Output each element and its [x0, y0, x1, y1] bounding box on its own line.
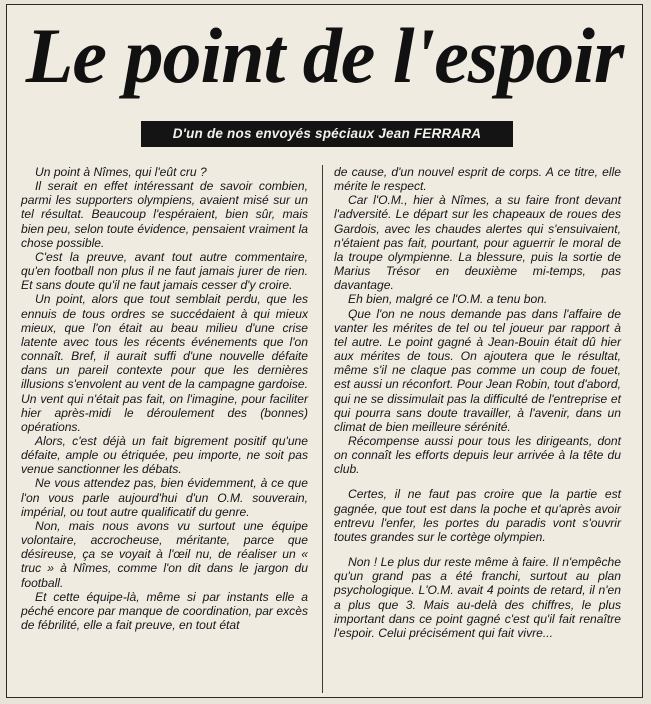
paragraph: Car l'O.M., hier à Nîmes, a su faire front devant l'adversité. Le départ sur les chapeaux de roues des Gardois, avec les chaudes alertes qui s'ensuivaient, n'étaient pas fait, pourtant, pour aguerrir le moral de la troupe olympienne. La blessure, puis la sortie de Marius Trésor en deuxième mi-temps, pas davantage. [334, 193, 621, 293]
byline-banner: D'un de nos envoyés spéciaux Jean FERRARA [141, 121, 513, 147]
left-column [21, 165, 308, 632]
paragraph: Un point à Nîmes, qui l'eût cru ? [35, 165, 207, 179]
paragraph: Certes, il ne faut pas croire que la partie est gagnée, que tout est dans la poche et qu'après avoir entrevu l'enfer, les portes du paradis vont s'ouvrir toutes grandes sur le cortège olympien. [334, 487, 621, 544]
right-column [334, 165, 621, 640]
paragraph: Ne vous attendez pas, bien évidemment, à ce que l'on vous parle aujourd'hui d'un O.M. souverain, impérial, ou tout autre qualificatif du genre. [21, 476, 308, 519]
paragraph: Alors, c'est déjà un fait bigrement positif qu'une défaite, ample ou étriquée, peu importe, ne soit pas venue sanctionner les débats. [21, 433, 308, 477]
newspaper-clipping [6, 4, 643, 698]
paragraph: C'est la preuve, avant tout autre commentaire, qu'en football non plus il ne faut jamais jurer de rien. Et sans doute qu'il ne faut jamais cesser d'y croire. [21, 249, 308, 293]
paragraph: Il serait en effet intéressant de savoir combien, parmi les supporters olympiens, avaient misé sur un tel résultat. Beaucoup l'espéraient, bien sûr, mais bien peu, selon toute évidence, pensaient vraiment la chose possible. [21, 179, 308, 250]
paragraph: Et cette équipe-là, même si par instants elle a péché encore par manque de coordination, par excès de fébrilité, elle a fait preuve, en tout état [21, 589, 308, 632]
paragraph: Non, mais nous avons vu surtout une équipe volontaire, accrocheuse, méritante, parce que désireuse, ça se voyait à l'œil nu, de réaliser un « truc » à Nîmes, comme l'on dit dans le jargon du football. [21, 518, 308, 590]
paragraph: Récompense aussi pour tous les dirigeants, dont on connaît les efforts depuis leur arrivée à la tête du club. [334, 433, 621, 477]
paragraph: Eh bien, malgré ce l'O.M. a tenu bon. [348, 292, 548, 307]
paragraph: Non ! Le plus dur reste même à faire. Il n'empêche qu'un grand pas a été franchi, surtout au plan psychologique. L'O.M. avait 4 points de retard, il n'en a plus que 3. Mais au-delà des chiffres, le plus important dans ce point gagné c'est qu'il fait renaître l'espoir. Celui précisément qui fait vivre... [334, 555, 621, 640]
column-divider [322, 165, 323, 693]
paragraph: de cause, d'un nouvel esprit de corps. A ce titre, elle mérite le respect. [334, 165, 621, 194]
paragraph: Que l'on ne nous demande pas dans l'affaire de vanter les mérites de tel ou tel joueur par rapport à tel autre. Le point gagné à Jean-Bouin était dû hier aux mérites de tous. On ajoutera que le résultat, même s'il ne claque pas comme un coup de fouet, est aussi un réconfort. Pour Jean Robin, tout d'abord, qui ne se dissimulait pas la difficulté de l'entreprise et qui pourra sans doute travailler, à l'avenir, dans un climat de bien meilleure sérénité. [334, 306, 621, 434]
paragraph: Un point, alors que tout semblait perdu, que les ennuis de tous ordres se succédaient à qui mieux mieux, que l'on était au beau milieu d'une crise latente avec tous les récents événements que l'on connaît. Bref, il aurait suffi d'une nouvelle défaite dans un pareil contexte pour que les dernières illusions s'envolent au vent de la campagne gardoise. Un vent qui n'était pas fait, on l'imagine, pour faciliter hier après-midi le déroulement des (bonnes) opérations. [21, 292, 308, 434]
headline: Le point de l'espoir [25, 12, 624, 99]
